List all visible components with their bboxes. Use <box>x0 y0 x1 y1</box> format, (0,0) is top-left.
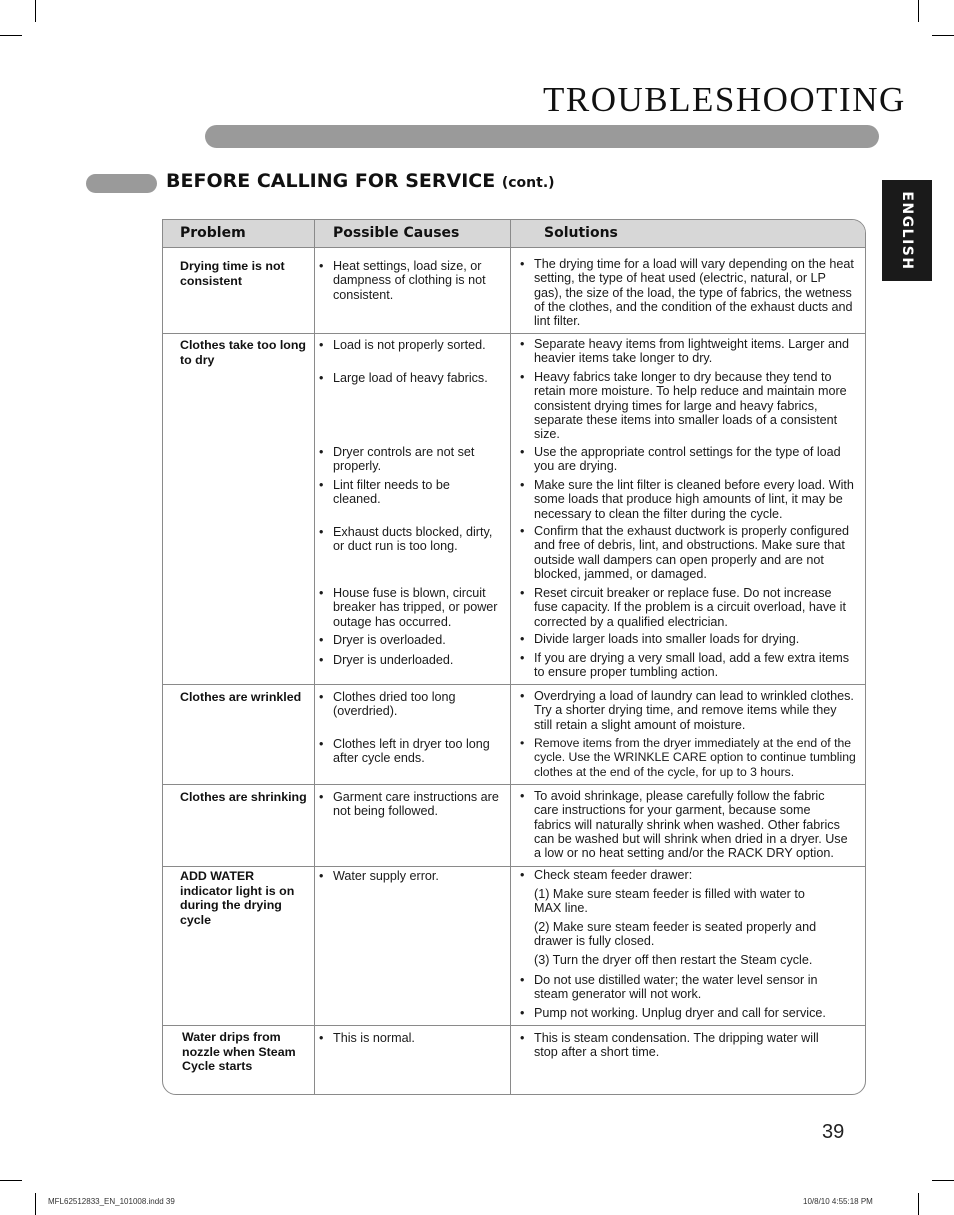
crop-mark <box>35 1193 36 1215</box>
solution-item: • Use the appropriate control settings for the type of load you are drying. <box>520 445 841 474</box>
problem-cell: Clothes are shrinking <box>180 790 307 804</box>
solution-item: • This is steam condensation. The dripping water will stop after a short time. <box>520 1031 819 1060</box>
row-divider <box>163 866 865 867</box>
solution-item: • Do not use distilled water; the water level sensor in steam generator will not work. <box>520 973 818 1002</box>
solution-text: Reset circuit breaker or replace fuse. Do not increase fuse capacity. If the problem is a circuit overload, have it corrected by a qualified electrician. <box>534 586 846 629</box>
solution-text: Overdrying a load of laundry can lead to wrinkled clothes. Try a shorter drying time, and remove items while they still retain a slight amount of moisture. <box>534 689 854 732</box>
cause-text: Lint filter needs to be cleaned. <box>333 478 450 507</box>
cause-text: Clothes dried too long (overdried). <box>333 690 456 719</box>
solution-text: Use the appropriate control settings for the type of load you are drying. <box>534 445 841 474</box>
cause-item: • This is normal. <box>319 1031 415 1045</box>
solution-item: • Reset circuit breaker or replace fuse. Do not increase fuse capacity. If the problem is a circuit overload, have it corrected by a qualified electrician. <box>520 586 846 629</box>
language-tab-label: ENGLISH <box>899 190 915 271</box>
solution-text: To avoid shrinkage, please carefully follow the fabric care instructions for your garment, because some fabrics will naturally shrink when washed. Other fabrics can be washed but will shrink when dried in a dryer. Use a low or no heat setting and/or the RACK DRY option. <box>534 789 848 861</box>
solution-subitem <box>534 953 856 967</box>
solution-text: Check steam feeder drawer: <box>534 868 693 882</box>
cause-item: • Dryer is overloaded. <box>319 633 446 647</box>
solution-item: • To avoid shrinkage, please carefully follow the fabric care instructions for your garment, because some fabrics will naturally shrink when washed. Other fabrics can be washed but will shrink when dried in a dryer. Use a low or no heat setting and/or the RACK DRY option. <box>520 789 848 861</box>
solution-subitem <box>534 920 834 949</box>
crop-mark <box>918 0 919 22</box>
solution-text: The drying time for a load will vary depending on the heat setting, the type of heat used (electric, natural, or LP gas), the size of the load, the type of fabrics, the wetness of the clothes, and the condition of the exhaust ducts and lint filter. <box>534 257 854 329</box>
problem-cell: Clothes take too long to dry <box>180 338 306 367</box>
problem-cell: ADD WATER indicator light is on during the drying cycle <box>180 869 295 927</box>
footer-timestamp: 10/8/10 4:55:18 PM <box>803 1197 873 1206</box>
cause-item: • House fuse is blown, circuit breaker has tripped, or power outage has occurred. <box>319 586 498 629</box>
cause-item: • Exhaust ducts blocked, dirty, or duct run is too long. <box>319 525 493 554</box>
crop-mark <box>0 1180 22 1181</box>
cause-text: Clothes left in dryer too long after cycle ends. <box>333 737 490 766</box>
problem-cell: Water drips from nozzle when Steam Cycle starts <box>182 1030 296 1074</box>
title-bar <box>205 125 879 148</box>
row-divider <box>163 1025 865 1026</box>
cause-text: Dryer is overloaded. <box>333 633 446 647</box>
crop-mark <box>0 35 22 36</box>
page-title: TROUBLESHOOTING <box>543 80 906 119</box>
row-divider <box>163 684 865 685</box>
crop-mark <box>918 1193 919 1215</box>
cause-item: • Clothes dried too long (overdried). <box>319 690 456 719</box>
solution-text: Separate heavy items from lightweight items. Larger and heavier items take longer to dry. <box>534 337 849 366</box>
solution-text: Pump not working. Unplug dryer and call for service. <box>534 1006 826 1020</box>
cause-item: • Water supply error. <box>319 869 439 883</box>
section-heading <box>166 170 555 192</box>
table-header <box>163 220 865 248</box>
solution-item: • Overdrying a load of laundry can lead to wrinkled clothes. Try a shorter drying time, and remove items while they still retain a slight amount of moisture. <box>520 689 854 732</box>
solution-text: Make sure the lint filter is cleaned before every load. With some loads that produce high amounts of lint, it may be necessary to clean the filter during the cycle. <box>534 478 854 521</box>
solution-text: Heavy fabrics take longer to dry because they tend to retain more moisture. To help reduce and maintain more consistent drying times for large and heavy fabrics, separate these items into smaller loads of a consistent size. <box>534 370 847 442</box>
language-tab <box>882 180 932 281</box>
solution-subtext: (2) Make sure steam feeder is seated properly and drawer is fully closed. <box>534 920 817 949</box>
column-header-solutions: Solutions <box>544 225 618 241</box>
cause-text: This is normal. <box>333 1031 415 1045</box>
cause-item: • Load is not properly sorted. <box>319 338 486 352</box>
solution-item: • Make sure the lint filter is cleaned before every load. With some loads that produce high amounts of lint, it may be necessary to clean the filter during the cycle. <box>520 478 854 521</box>
cause-item: • Dryer controls are not set properly. <box>319 445 475 474</box>
section-pill <box>86 174 157 193</box>
row-divider <box>163 784 865 785</box>
solution-item: • Divide larger loads into smaller loads for drying. <box>520 632 800 646</box>
crop-mark <box>35 0 36 22</box>
solution-item: • Separate heavy items from lightweight items. Larger and heavier items take longer to dry. <box>520 337 849 366</box>
cause-text: Load is not properly sorted. <box>333 338 486 352</box>
solution-item: • The drying time for a load will vary depending on the heat setting, the type of heat used (electric, natural, or LP gas), the size of the load, the type of fabrics, the wetness of the clothes, and the condition of the exhaust ducts and lint filter. <box>520 257 854 329</box>
solution-item: • Heavy fabrics take longer to dry because they tend to retain more moisture. To help reduce and maintain more consistent drying times for large and heavy fabrics, separate these items into smaller loads of a consistent size. <box>520 370 847 442</box>
column-divider <box>314 220 315 1094</box>
cause-text: Dryer is underloaded. <box>333 653 454 667</box>
solution-item: • Check steam feeder drawer: <box>520 868 693 882</box>
cause-text: Large load of heavy fabrics. <box>333 371 488 385</box>
solution-text: Confirm that the exhaust ductwork is properly configured and free of debris, lint, and obstructions. Make sure that outside wall dampers can open properly and are not blocked, jammed, or damaged. <box>534 524 849 581</box>
column-divider <box>510 220 511 1094</box>
problem-cell: Clothes are wrinkled <box>180 690 302 704</box>
crop-mark <box>932 35 954 36</box>
solution-subitem <box>534 887 824 916</box>
solution-text: Remove items from the dryer immediately at the end of the cycle. Use the WRINKLE CARE option to continue tumbling clothes at the end of the cycle, for up to 3 hours. <box>534 736 856 779</box>
column-header-causes: Possible Causes <box>333 225 460 241</box>
solution-text: This is steam condensation. The dripping water will stop after a short time. <box>534 1031 819 1060</box>
solution-item: • Remove items from the dryer immediately at the end of the cycle. Use the WRINKLE CARE option to continue tumbling clothes at the end of the cycle, for up to 3 hours. <box>520 736 856 779</box>
cause-text: Garment care instructions are not being followed. <box>333 790 499 819</box>
section-cont: (cont.) <box>501 175 555 191</box>
column-header-problem: Problem <box>180 225 246 241</box>
cause-text: Exhaust ducts blocked, dirty, or duct run is too long. <box>333 525 493 554</box>
section-title: BEFORE CALLING FOR SERVICE <box>166 170 496 192</box>
solution-item: • Confirm that the exhaust ductwork is properly configured and free of debris, lint, and obstructions. Make sure that outside wall dampers can open properly and are not blocked, jammed, or damaged. <box>520 524 849 581</box>
solution-text: Divide larger loads into smaller loads for drying. <box>534 632 800 646</box>
cause-item: • Lint filter needs to be cleaned. <box>319 478 450 507</box>
solution-subtext: (3) Turn the dryer off then restart the Steam cycle. <box>534 953 813 967</box>
page-number: 39 <box>822 1121 845 1143</box>
solution-item: • Pump not working. Unplug dryer and call for service. <box>520 1006 826 1020</box>
cause-item: • Large load of heavy fabrics. <box>319 371 488 385</box>
cause-text: Water supply error. <box>333 869 439 883</box>
solution-text: If you are drying a very small load, add a few extra items to ensure proper tumbling action. <box>534 651 849 680</box>
row-divider <box>163 333 865 334</box>
cause-item: • Dryer is underloaded. <box>319 653 454 667</box>
footer-file-name: MFL62512833_EN_101008.indd 39 <box>48 1197 175 1206</box>
cause-item: • Heat settings, load size, or dampness of clothing is not consistent. <box>319 259 486 302</box>
cause-item: • Garment care instructions are not being followed. <box>319 790 499 819</box>
solution-item: • If you are drying a very small load, add a few extra items to ensure proper tumbling action. <box>520 651 849 680</box>
cause-text: Dryer controls are not set properly. <box>333 445 475 474</box>
cause-item: • Clothes left in dryer too long after cycle ends. <box>319 737 490 766</box>
troubleshooting-table <box>162 219 866 1095</box>
solution-text: Do not use distilled water; the water level sensor in steam generator will not work. <box>534 973 818 1002</box>
problem-cell: Drying time is not consistent <box>180 259 285 288</box>
crop-mark <box>932 1180 954 1181</box>
cause-text: House fuse is blown, circuit breaker has tripped, or power outage has occurred. <box>333 586 498 629</box>
solution-subtext: (1) Make sure steam feeder is filled with water to MAX line. <box>534 887 805 916</box>
cause-text: Heat settings, load size, or dampness of clothing is not consistent. <box>333 259 486 302</box>
